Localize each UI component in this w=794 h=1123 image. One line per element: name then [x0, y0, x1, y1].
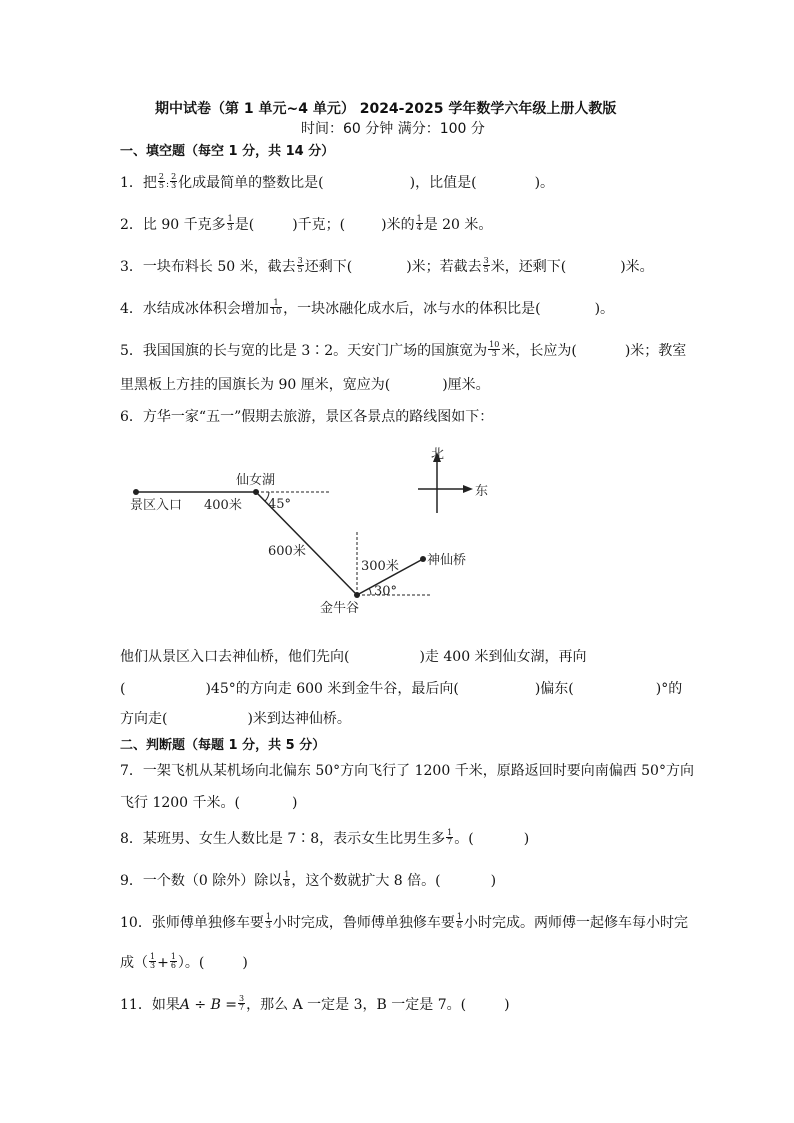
fraction: $\frac{1}{8}$ — [284, 869, 290, 888]
question-6-line3: 方向走( )米到达神仙桥。 — [120, 711, 351, 727]
label-valley: 金牛谷 — [320, 601, 360, 616]
question-9: 9．一个数（0 除外）除以 $\frac{1}{8}$ ，这个数就扩大 8 倍。( ) — [120, 869, 497, 889]
label-dist-600: 600米 — [268, 544, 306, 559]
label-bridge: 神仙桥 — [427, 553, 467, 568]
fraction: $\frac{1}{6}$ — [170, 951, 176, 970]
label-entrance: 景区入口 — [130, 498, 183, 513]
label-angle-30: 30° — [374, 584, 398, 599]
fraction: $\frac{1}{3}$ — [227, 213, 233, 232]
fraction: $\frac{1}{3}$ — [265, 911, 271, 930]
question-8: 8．某班男、女生人数比是 7∶8，表示女生比男生多 $\frac{1}{7}$ 。( ) — [120, 827, 530, 847]
fraction: $\frac{1}{4}$ — [416, 213, 422, 232]
label-lake: 仙女湖 — [236, 473, 276, 488]
fraction: $\frac{1}{6}$ — [456, 911, 463, 930]
point-lake — [253, 489, 259, 495]
question-7-line2: 飞行 1200 千米。( ) — [120, 795, 298, 811]
fraction: $\frac{1}{3}$ — [150, 951, 156, 970]
label-dist-400: 400米 — [204, 498, 242, 513]
section2-heading: 二、判断题（每题 1 分，共 5 分） — [120, 738, 326, 753]
east-label: 东 — [475, 484, 489, 499]
question-1: 1．把 $\frac{2}{5}$ : $\frac{2}{3}$ 化成最简单的整数比是( )，比值是( )。 — [120, 171, 555, 191]
exam-title: 期中试卷（第 1 单元~4 单元） 2024-2025 学年数学六年级上册人教版 — [155, 101, 617, 117]
fraction: $\frac{2}{3}$ — [171, 171, 177, 190]
question-10: 10．张师傅单独修车要 $\frac{1}{3}$ 小时完成，鲁师傅单独修车要 $\frac{1}{6}$ 小时完成。两师傅一起修车每小时完 — [120, 911, 689, 931]
route-map-diagram — [120, 440, 520, 620]
question-4: 4．水结成冰体积会增加 $\frac{1}{10}$ ，一块冰融化成水后，冰与水的体积比是( )。 — [120, 297, 615, 317]
question-11: 11．如果A ÷ B = $\frac{3}{7}$ ，那么 A 一定是 3，B 一定是 7。( ) — [120, 993, 510, 1013]
point-bridge — [420, 556, 426, 562]
exam-subtitle: 时间：60 分钟 满分：100 分 — [301, 121, 485, 137]
fraction: $\frac{3}{5}$ — [483, 255, 489, 274]
fraction: $\frac{1}{7}$ — [447, 827, 453, 846]
fraction: $\frac{3}{7}$ — [239, 993, 245, 1012]
question-6-line1: 他们从景区入口去神仙桥，他们先向( )走 400 米到仙女湖，再向 — [120, 649, 587, 665]
label-dist-300: 300米 — [361, 559, 399, 574]
angle-arc-30 — [369, 588, 371, 595]
question-5-line2: 里黑板上方挂的国旗长为 90 厘米，宽应为( )厘米。 — [120, 377, 490, 393]
section1-heading: 一、填空题（每空 1 分，共 14 分） — [120, 144, 335, 159]
point-valley — [354, 592, 360, 598]
question-3: 3．一块布料长 50 米，截去 $\frac{3}{5}$ 还剩下( )米；若截去 $\frac{3}{5}$ 米，还剩下( )米。 — [120, 255, 654, 275]
question-6: 6．方华一家“五一”假期去旅游，景区各景点的路线图如下： — [120, 409, 494, 425]
fraction: $\frac{2}{5}$ — [158, 171, 165, 190]
point-entrance — [133, 489, 139, 495]
question-7: 7．一架飞机从某机场向北偏东 50°方向飞行了 1200 千米，原路返回时要向南偏西 50°方向 — [120, 763, 694, 779]
question-10-line2: 成（ $\frac{1}{3}$ + $\frac{1}{6}$ ）。( ) — [120, 951, 248, 971]
east-arrow-icon — [463, 485, 473, 493]
question-5: 5．我国国旗的长与宽的比是 3∶2。天安门广场的国旗宽为 $\frac{10}{3}$ 米，长应为( )米；教室 — [120, 339, 687, 359]
question-2: 2．比 90 千克多 $\frac{1}{3}$ 是( )千克；( )米的 $\frac{1}{4}$ 是 20 米。 — [120, 213, 493, 233]
fraction: $\frac{1}{10}$ — [270, 297, 282, 316]
fraction: $\frac{10}{3}$ — [489, 339, 500, 358]
fraction: $\frac{3}{5}$ — [297, 255, 303, 274]
question-6-line2: ( )45°的方向走 600 米到金牛谷，最后向( )偏东( )°的 — [120, 681, 683, 697]
label-angle-45: 45° — [268, 497, 292, 512]
north-label: 北 — [431, 447, 445, 462]
